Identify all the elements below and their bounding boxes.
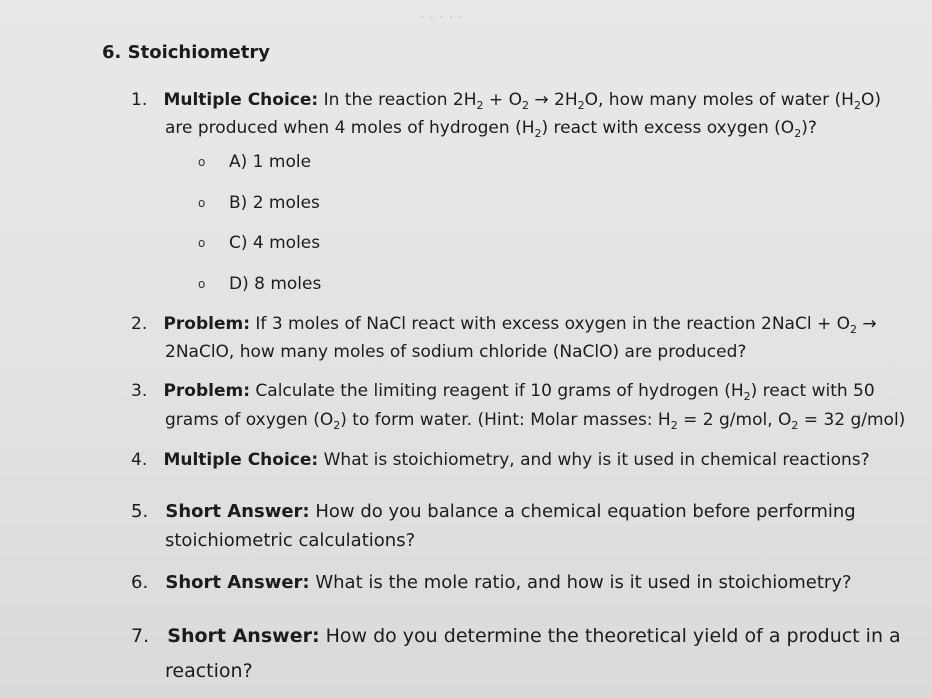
question-number: 2. — [131, 314, 148, 334]
question-type-label: Problem: — [163, 314, 251, 334]
subscript: 2 — [670, 419, 678, 432]
option-bullet-icon: o — [198, 236, 206, 250]
question-text: ) react with excess oxygen (O — [541, 118, 795, 138]
option-bullet-icon: o — [198, 277, 206, 291]
option-bullet-icon: o — [198, 155, 206, 169]
question-type-label: Problem: — [163, 381, 251, 401]
question-text: )? — [801, 118, 817, 138]
question-7-line-1 — [131, 625, 901, 647]
question-5-line-2: stoichiometric calculations? — [165, 530, 416, 551]
question-text: grams of oxygen (O — [165, 410, 334, 430]
question-type-label: Short Answer: — [165, 572, 310, 593]
question-7-line-2: reaction? — [165, 660, 253, 682]
subscript: 2 — [743, 390, 751, 403]
question-1-line-1 — [131, 90, 881, 112]
option-b[interactable]: B) 2 moles — [229, 193, 320, 213]
question-text: O) — [860, 90, 881, 110]
question-text: If 3 moles of NaCl react with excess oxygen in the reaction 2NaCl + O — [250, 314, 851, 334]
option-bullet-icon: o — [198, 196, 206, 210]
question-3-line-1 — [131, 381, 875, 403]
question-2-line-2: 2NaClO, how many moles of sodium chloride (NaClO) are produced? — [165, 342, 747, 362]
subscript: 2 — [476, 99, 484, 112]
section-title: 6. Stoichiometry — [102, 42, 270, 63]
question-text: + O — [483, 90, 522, 110]
subscript: 2 — [853, 99, 861, 112]
subscript: 2 — [791, 419, 799, 432]
subscript: 2 — [521, 99, 529, 112]
question-6-line-1 — [131, 572, 852, 593]
question-text: ) react with 50 — [750, 381, 875, 401]
question-text: How do you determine the theoretical yield of a product in a — [319, 625, 901, 647]
question-text: → 2H — [528, 90, 578, 110]
subscript: 2 — [333, 419, 341, 432]
bleed-through-text: · · · · · — [420, 8, 463, 26]
question-text: In the reaction 2H — [318, 90, 477, 110]
question-3-line-2 — [165, 410, 905, 432]
question-4-line-1 — [131, 450, 870, 470]
question-text: Calculate the limiting reagent if 10 grams of hydrogen (H — [250, 381, 744, 401]
question-text: are produced when 4 moles of hydrogen (H — [165, 118, 535, 138]
question-1-line-2 — [165, 118, 817, 140]
question-number: 7. — [131, 625, 150, 647]
question-text: How do you balance a chemical equation before performing — [309, 501, 856, 522]
question-number: 4. — [131, 450, 148, 470]
question-text: O, how many moles of water (H — [584, 90, 854, 110]
option-d[interactable]: D) 8 moles — [229, 274, 322, 294]
question-text: = 2 g/mol, O — [677, 410, 792, 430]
option-c[interactable]: C) 4 moles — [229, 233, 321, 253]
question-text: → — [857, 314, 877, 334]
question-text: = 32 g/mol) — [798, 410, 906, 430]
subscript: 2 — [794, 127, 802, 140]
question-text: What is stoichiometry, and why is it used in chemical reactions? — [318, 450, 870, 470]
subscript: 2 — [850, 323, 858, 336]
subscript: 2 — [577, 99, 585, 112]
question-type-label: Short Answer: — [165, 501, 310, 522]
question-5-line-1 — [131, 501, 856, 522]
subscript: 2 — [534, 127, 542, 140]
option-a[interactable]: A) 1 mole — [229, 152, 312, 172]
question-number: 3. — [131, 381, 148, 401]
question-text: What is the mole ratio, and how is it used in stoichiometry? — [309, 572, 852, 593]
question-type-label: Short Answer: — [167, 625, 320, 647]
question-text: ) to form water. (Hint: Molar masses: H — [340, 410, 671, 430]
question-2-line-1 — [131, 314, 877, 336]
question-type-label: Multiple Choice: — [163, 90, 319, 110]
question-type-label: Multiple Choice: — [163, 450, 319, 470]
question-number: 1. — [131, 90, 148, 110]
question-number: 6. — [131, 572, 149, 593]
question-number: 5. — [131, 501, 149, 522]
